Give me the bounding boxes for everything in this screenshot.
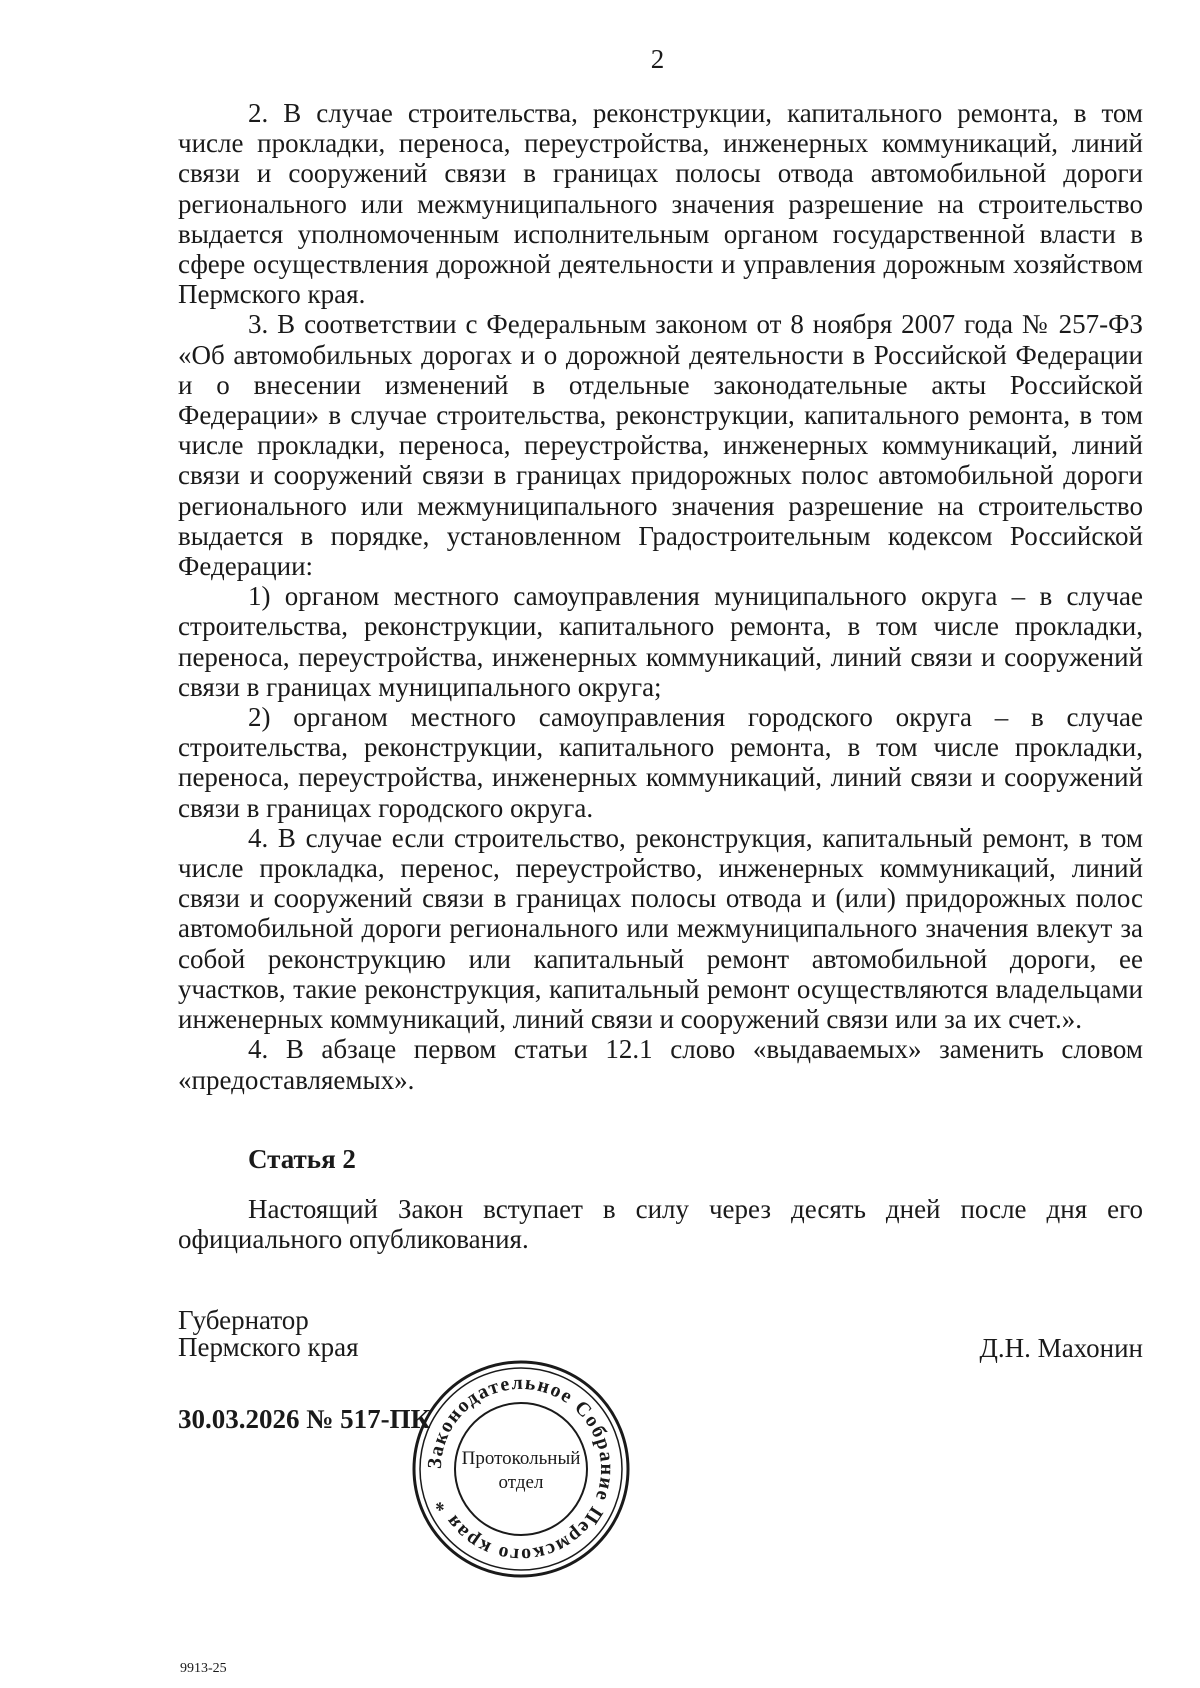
paragraph-amendment-4: 4. В абзаце первом статьи 12.1 слово «выдаваемых» заменить словом «предоставляемых». <box>178 1034 1143 1095</box>
paragraph-item-3: 3. В соответствии с Федеральным законом от 8 ноября 2007 года № 257-ФЗ «Об автомобильных дорогах и о дорожной деятельности в Российской Федерации и о внесении изменений в отдельные законодательные акты Российской Федерации» в случае строительства, реконструкции, капитального ремонта, в том числе прокладки, переноса, переустройства, инженерных коммуникаций, линий связи и сооружений связи в границах придорожных полос автомобильной дороги регионального или межмуниципального значения разрешение на строительство выдается в порядке, установленном Градостроительным кодексом Российской Федерации: <box>178 309 1143 582</box>
article-heading: Статья 2 <box>248 1144 356 1174</box>
stamp-center-line2: отдел <box>498 1472 544 1493</box>
document-body <box>178 98 1143 1095</box>
signer-position-line2: Пермского края <box>178 1332 359 1362</box>
paragraph-item-4: 4. В случае если строительство, реконструкция, капитальный ремонт, в том числе прокладка, перенос, переустройство, инженерных коммуникаций, линий связи и сооружений связи в границах полосы отвода и (или) придорожных полос автомобильной дороги регионального или межмуниципального значения влекут за собой реконструкцию или капитальный ремонт автомобильной дороги, ее участков, такие реконструкция, капитальный ремонт осуществляются владельцами инженерных коммуникаций, линий связи и сооружений связи или за их счет.». <box>178 822 1143 1035</box>
law-date-number: 30.03.2026 № 517-ПК <box>178 1404 431 1434</box>
stamp-ring-text: Законодательное Собрание Пермского края * <box>423 1371 619 1567</box>
document-code: 9913-25 <box>180 1661 227 1676</box>
paragraph-item-2: 2. В случае строительства, реконструкции, капитального ремонта, в том числе прокладки, переноса, переустройства, инженерных коммуникаций, линий связи и сооружений связи в границах полосы отвода автомобильной дороги регионального или межмуниципального значения разрешение на строительство выдается уполномоченным исполнительным органом государственной власти в сфере осуществления дорожной деятельности и управления дорожным хозяйством Пермского края. <box>178 98 1143 310</box>
page-number: 2 <box>650 44 665 74</box>
signer-position-line1: Губернатор <box>178 1305 309 1335</box>
stamp-center-line1: Протокольный <box>461 1448 581 1469</box>
paragraph-subitem-1: 1) органом местного самоуправления муниципального округа – в случае строительства, реконструкции, капитального ремонта, в том числе прокладки, переноса, переустройства, инженерных коммуникаций, линий связи и сооружений связи в границах муниципального округа; <box>178 581 1143 702</box>
official-stamp <box>410 1358 632 1580</box>
paragraph-subitem-2: 2) органом местного самоуправления городского округа – в случае строительства, реконструкции, капитального ремонта, в том числе прокладки, переноса, переустройства, инженерных коммуникаций, линий связи и сооружений связи в границах городского округа. <box>178 702 1143 823</box>
signer-name: Д.Н. Махонин <box>979 1333 1143 1363</box>
article-text: Настоящий Закон вступает в силу через десять дней после дня его официального опубликования. <box>178 1194 1143 1255</box>
signer-position <box>178 1307 359 1361</box>
